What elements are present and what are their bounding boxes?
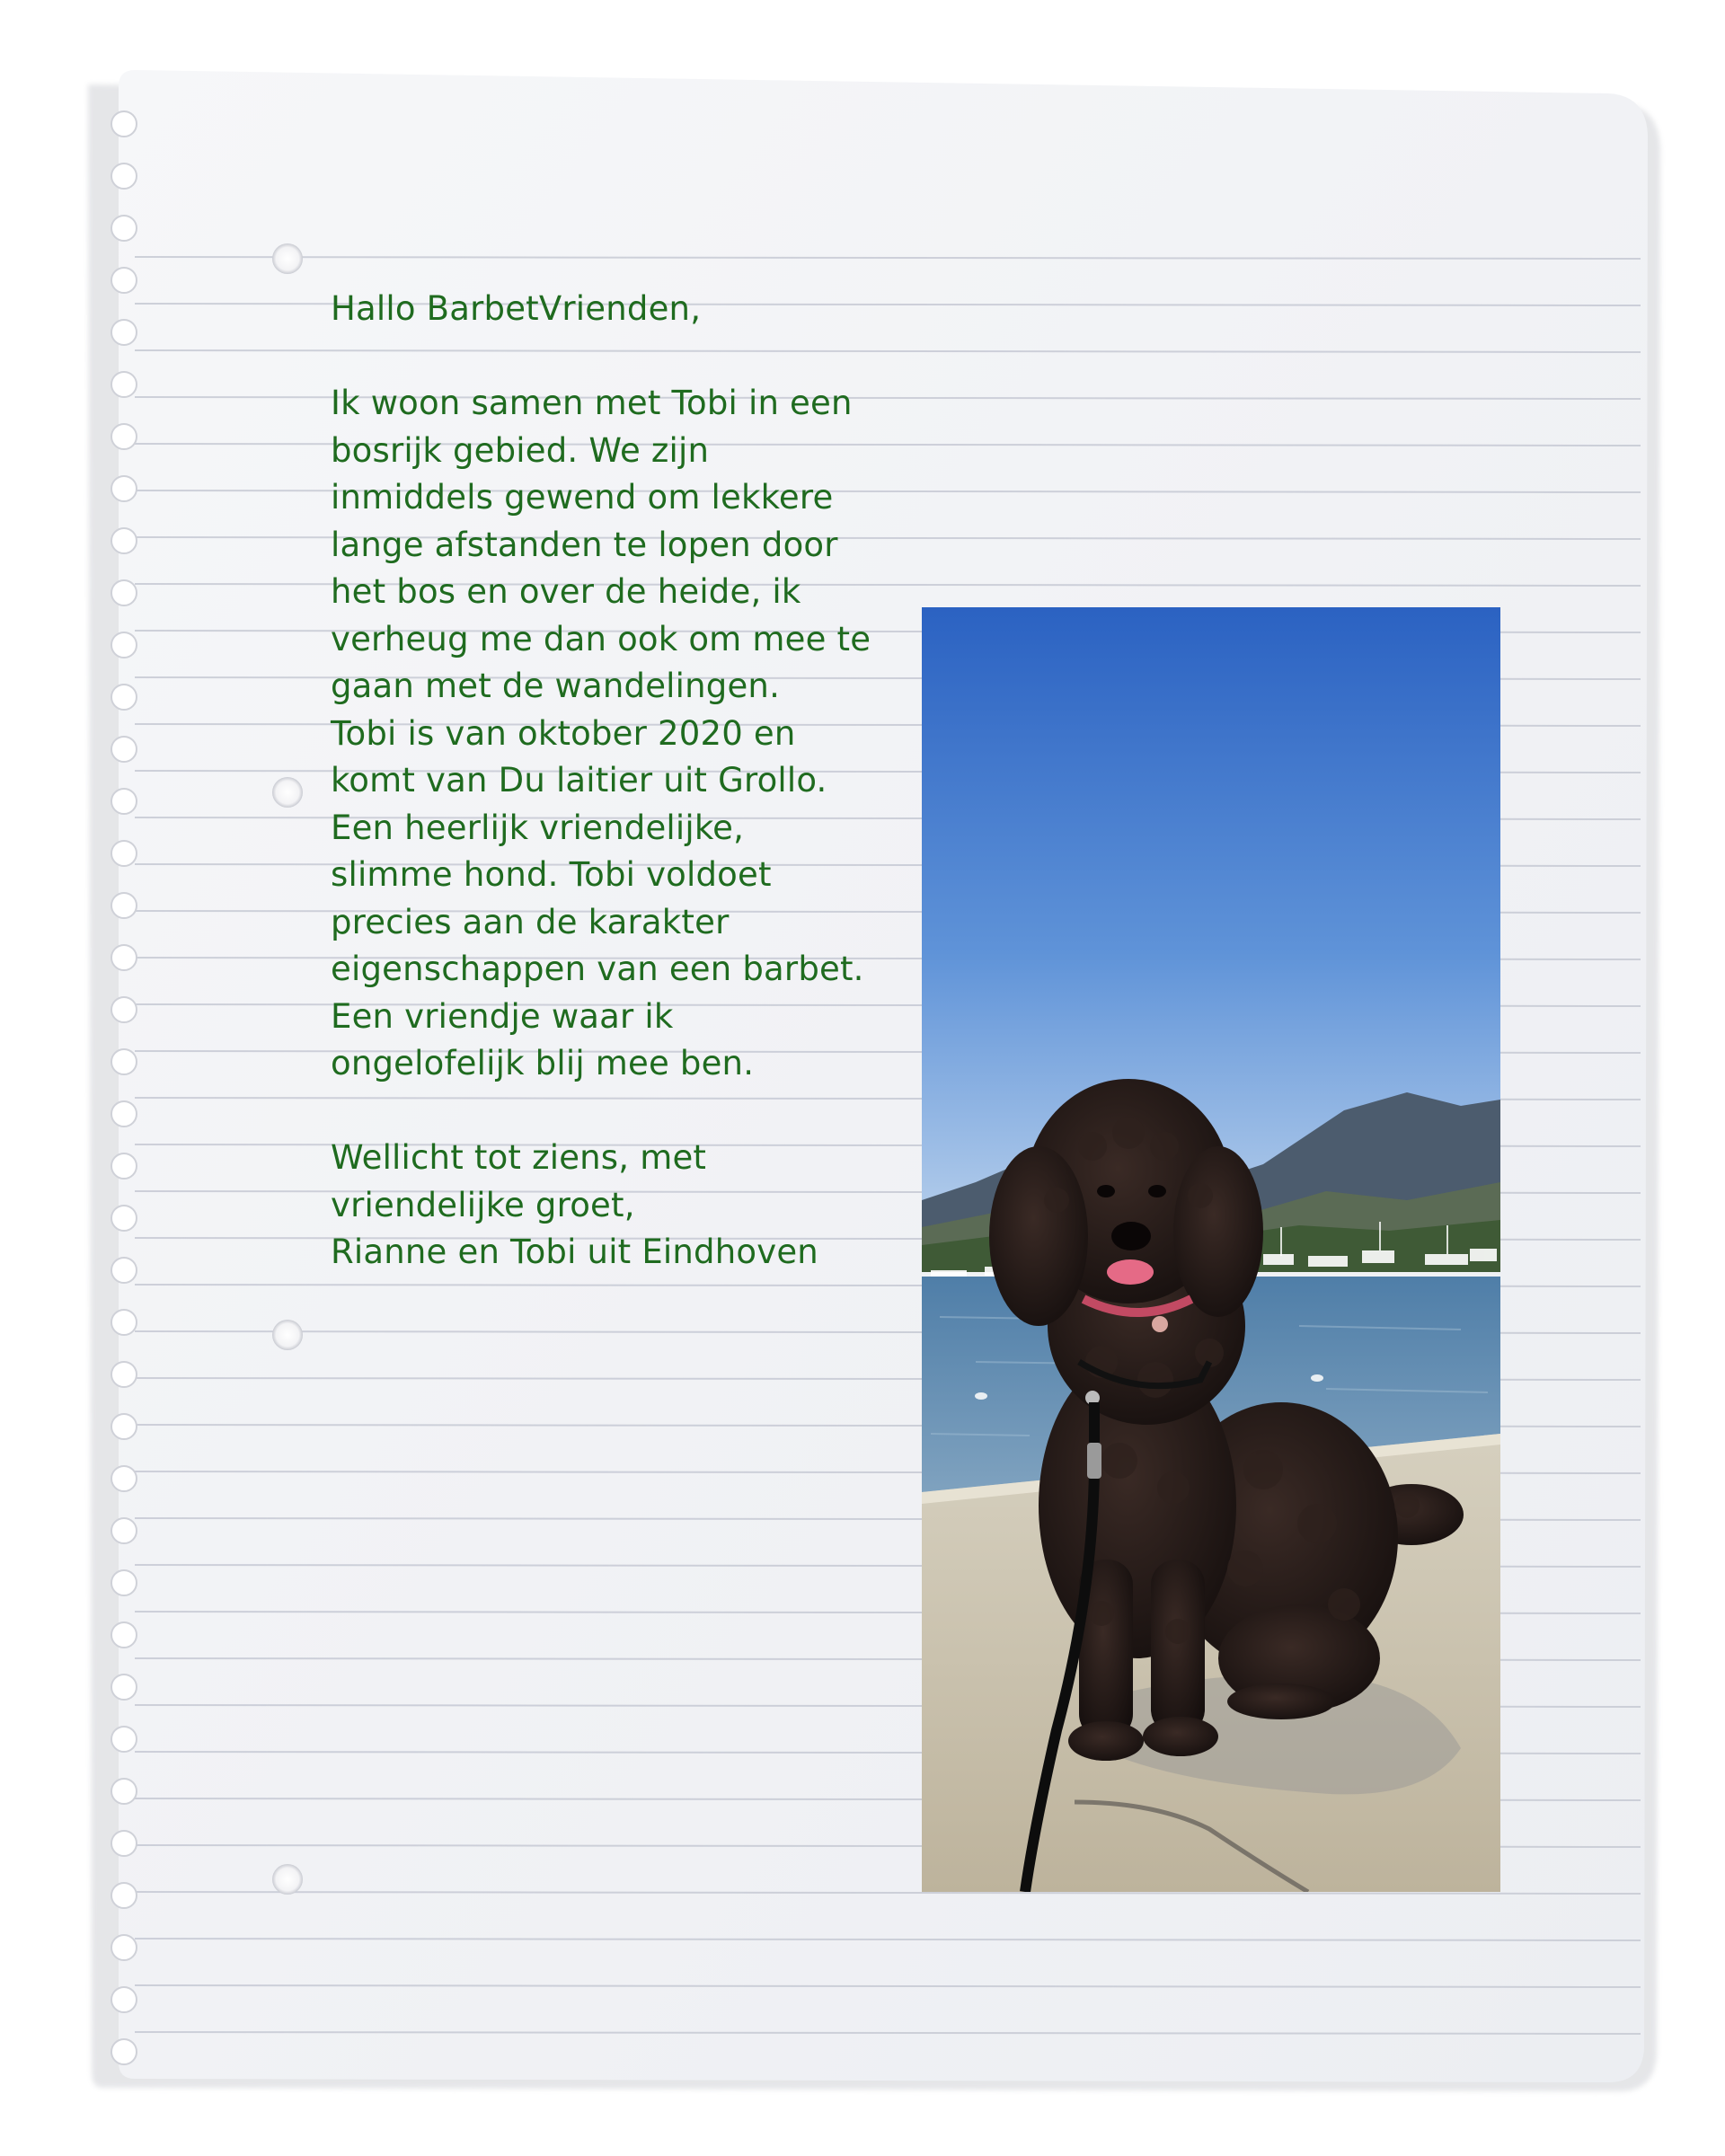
blank-line [331, 1088, 906, 1135]
body-line: inmiddels gewend om lekkere [331, 478, 834, 517]
greeting: Hallo BarbetVrienden, [331, 289, 702, 328]
body-line: komt van Du laitier uit Grollo. [331, 761, 827, 800]
body-line: gaan met de wandelingen. [331, 667, 781, 705]
body-line: Tobi is van oktober 2020 en [331, 713, 796, 753]
body-line: bosrijk gebied. We zijn [331, 430, 710, 470]
body-line: eigenschappen van een barbet. [331, 950, 864, 988]
dog-harbor-illustration [922, 607, 1500, 1892]
barbet-dog-photo [922, 607, 1500, 1892]
closing-line: vriendelijke groet, [331, 1185, 635, 1224]
body-line: ongelofelijk blij mee ben. [331, 1044, 755, 1082]
signature-line: Rianne en Tobi uit Eindhoven [331, 1233, 818, 1271]
body-line: lange afstanden te lopen door [331, 525, 838, 564]
letter-text [331, 286, 906, 1277]
body-line: Ik woon samen met Tobi in een [331, 384, 853, 422]
closing-line: Wellicht tot ziens, met [331, 1138, 707, 1177]
body-line: Een vriendje waar ik [331, 996, 674, 1036]
body-line: slimme hond. Tobi voldoet [331, 855, 772, 894]
body-line: het bos en over de heide, ik [331, 572, 801, 611]
blank-line [331, 333, 906, 381]
body-line: precies aan de karakter [331, 902, 730, 941]
body-line: Een heerlijk vriendelijke, [331, 808, 745, 847]
body-line: verheug me dan ook om mee te [331, 619, 871, 658]
